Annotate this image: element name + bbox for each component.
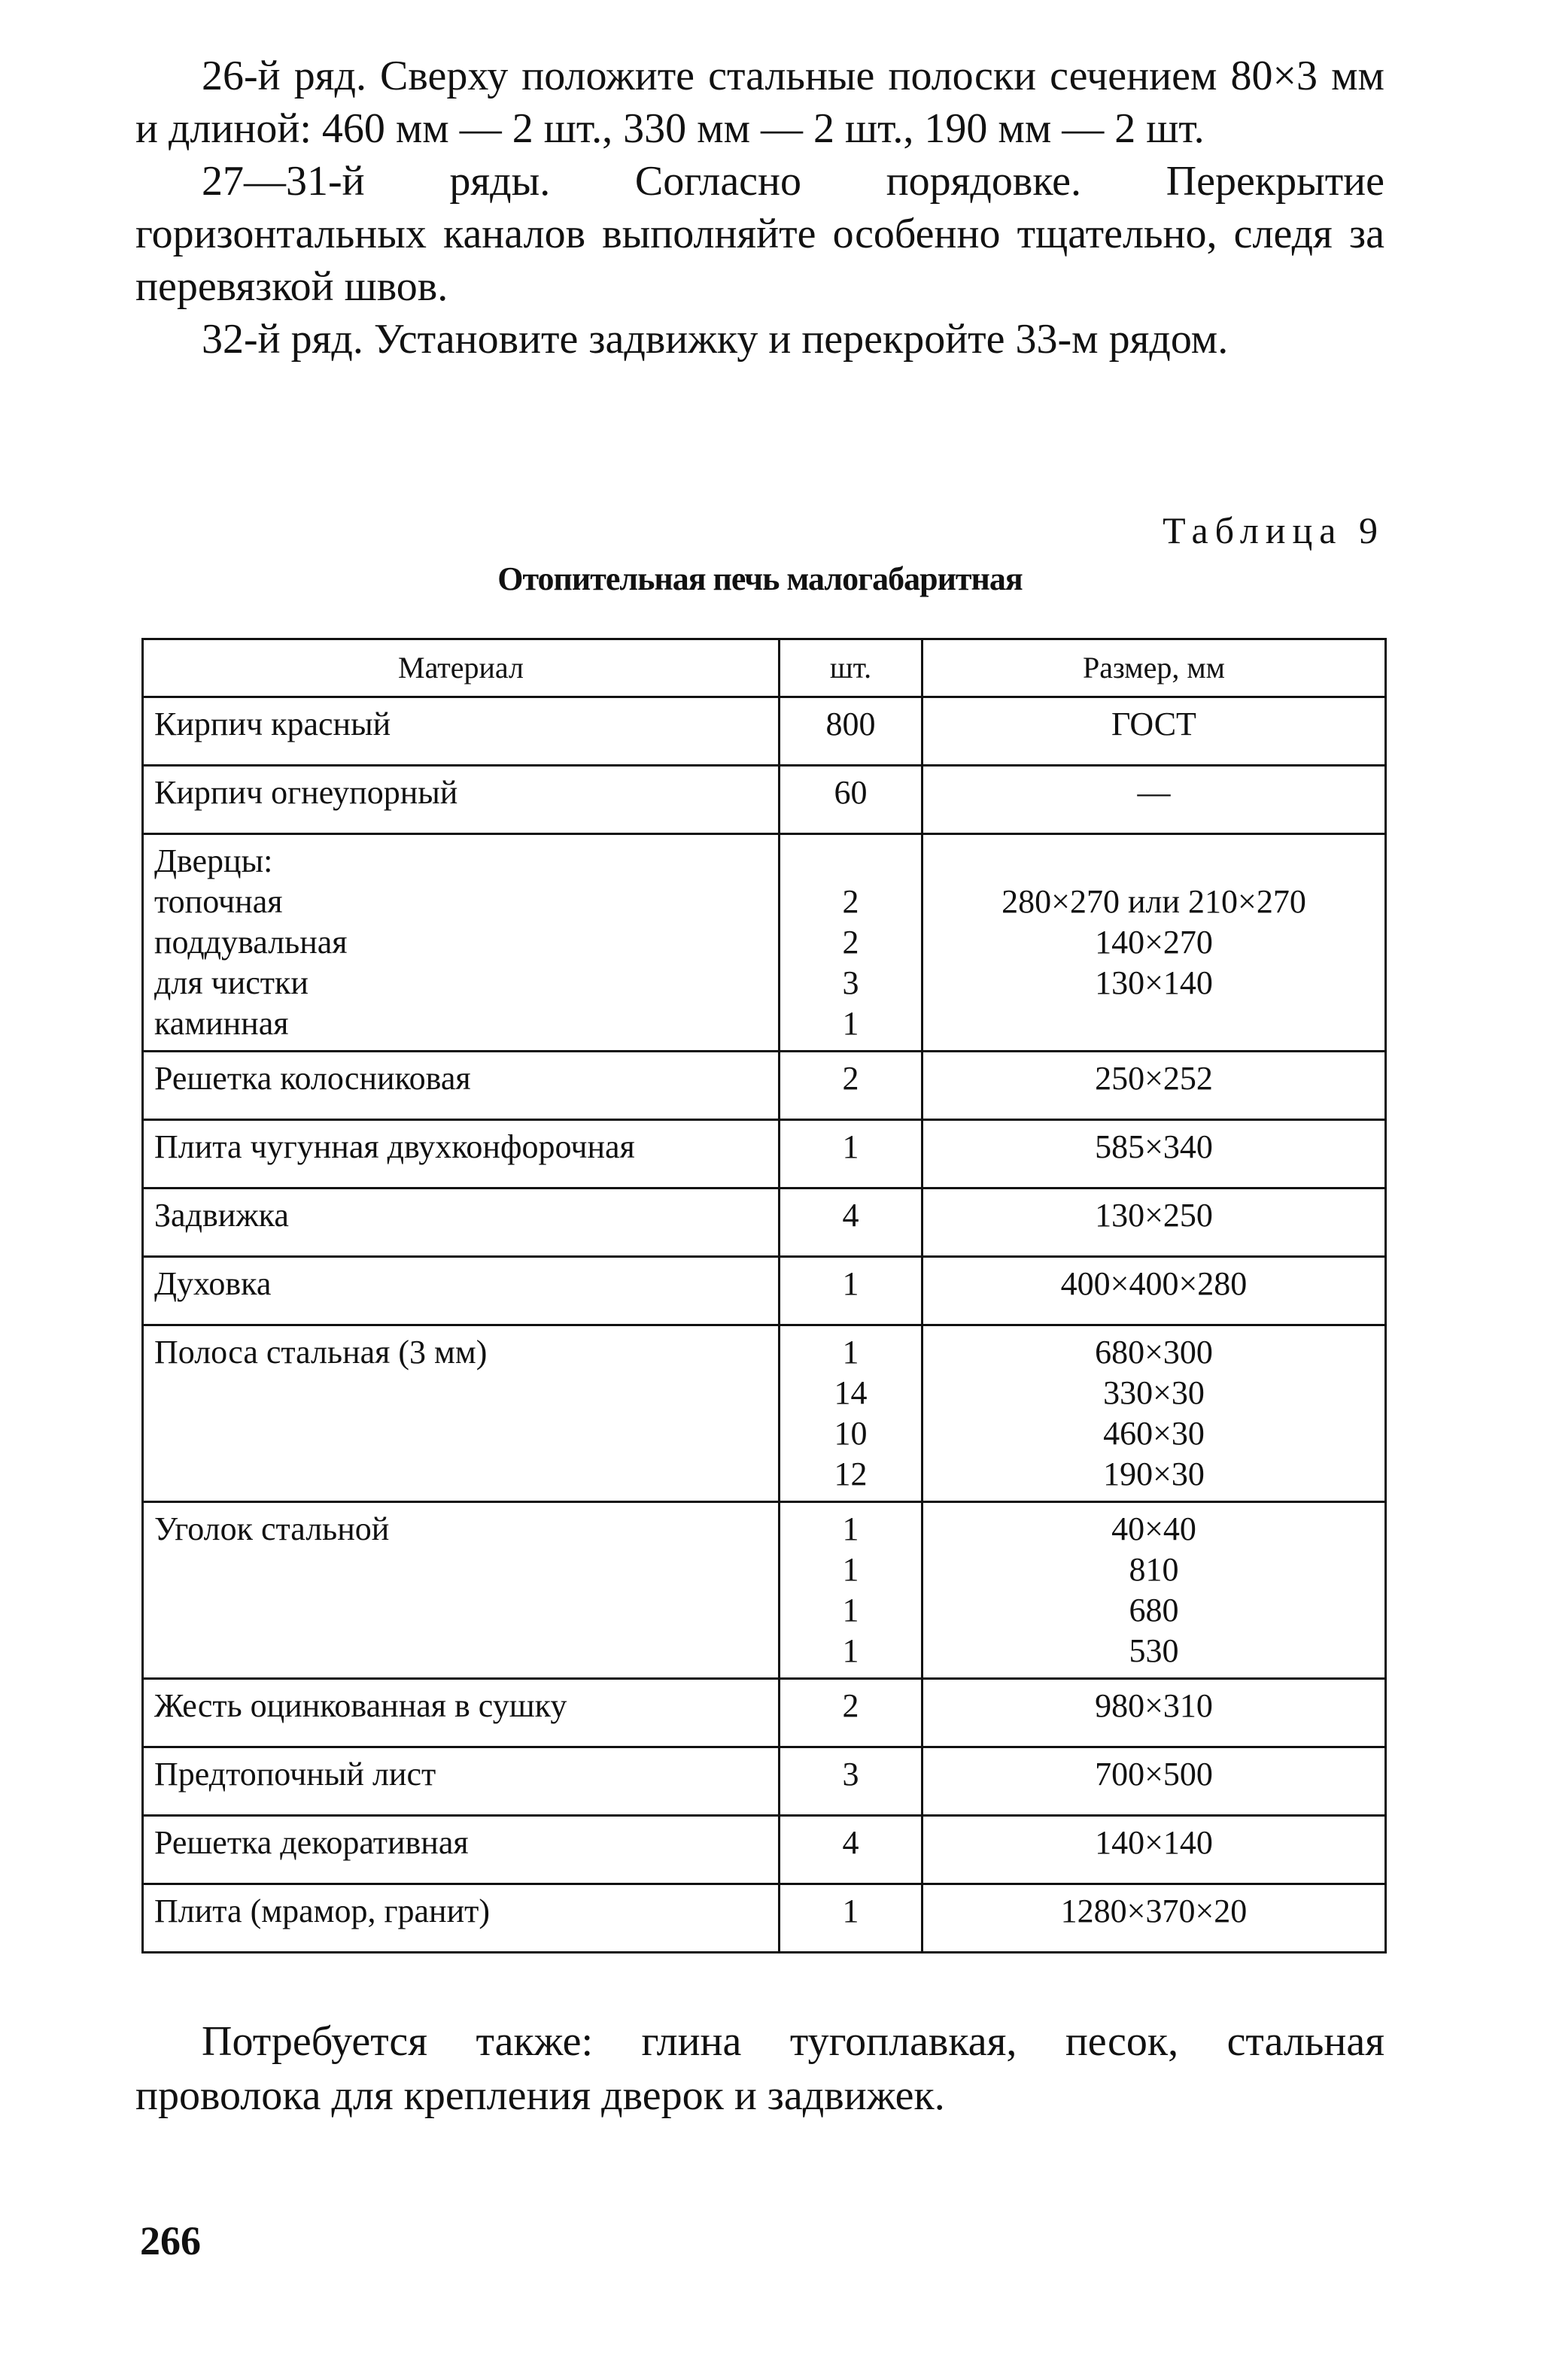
cell-size-line: 680×300: [1095, 1334, 1213, 1371]
cell-size: [922, 1188, 1386, 1257]
cell-qty-line: 14: [834, 1374, 868, 1411]
cell-size-line: 980×310: [1095, 1687, 1213, 1724]
cell-size-line: 250×252: [1095, 1060, 1213, 1097]
additional-materials-note: Потребуется также: глина тугоплавкая, песок, стальная проволока для крепления дверок и задвижек.: [135, 2018, 1384, 2119]
table-row: [143, 1052, 1386, 1120]
table-body: [143, 697, 1386, 1953]
cell-size-line: 585×340: [1095, 1128, 1213, 1165]
cell-qty: [780, 1120, 922, 1188]
cell-qty-line: 1: [842, 1510, 859, 1547]
cell-size-line: 700×500: [1095, 1756, 1213, 1793]
cell-qty-line: 1: [842, 1005, 859, 1042]
cell-material: [143, 1188, 780, 1257]
cell-qty: [780, 1188, 922, 1257]
cell-size-line: 40×40: [1111, 1510, 1196, 1547]
cell-qty-line: 2: [842, 1687, 859, 1724]
cell-qty: [780, 1679, 922, 1747]
intro-text: [135, 50, 1384, 366]
table-row: [143, 1120, 1386, 1188]
header-material: Материал: [143, 639, 780, 697]
cell-material-line: Уголок стальной: [154, 1510, 390, 1547]
cell-qty-line: 3: [842, 964, 859, 1001]
cell-qty: [780, 1884, 922, 1953]
cell-size: [922, 766, 1386, 834]
cell-qty-line: 12: [834, 1456, 868, 1492]
cell-qty-line: 1: [842, 1632, 859, 1669]
table-row: [143, 1884, 1386, 1953]
cell-material: [143, 1884, 780, 1953]
cell-qty: [780, 834, 922, 1052]
cell-size: [922, 1747, 1386, 1816]
table-title: Отопительная печь малогабаритная: [497, 560, 1023, 597]
cell-size-line: 140×140: [1095, 1824, 1213, 1861]
cell-qty: [780, 1816, 922, 1884]
cell-size-line: 400×400×280: [1060, 1265, 1248, 1302]
cell-material-line: Плита (мрамор, гранит): [154, 1893, 490, 1929]
cell-size: [922, 1052, 1386, 1120]
cell-size-line: 280×270 или 210×270: [1001, 883, 1306, 920]
cell-material: [143, 766, 780, 834]
cell-material-line: поддувальная: [154, 924, 348, 961]
cell-size-line: 140×270: [1095, 924, 1213, 961]
header-size: Размер, мм: [922, 639, 1386, 697]
cell-material-line: Решетка декоративная: [154, 1824, 469, 1861]
paragraph-row-32: 32-й ряд. Установите задвижку и перекройте 33-м рядом.: [202, 316, 1229, 363]
cell-material-line: Дверцы:: [154, 842, 273, 879]
cell-qty-line: 1: [842, 1334, 859, 1371]
outro-text: [135, 2014, 1384, 2123]
cell-size: [922, 1325, 1386, 1502]
cell-size: [922, 1120, 1386, 1188]
cell-qty-line: 1: [842, 1551, 859, 1588]
cell-qty: [780, 1052, 922, 1120]
cell-size-line: 330×30: [1103, 1374, 1205, 1411]
cell-size-line: 1280×370×20: [1060, 1893, 1248, 1929]
cell-qty-line: 1: [842, 1265, 859, 1302]
cell-qty-line: 3: [842, 1756, 859, 1793]
page-number: 266: [140, 2218, 201, 2263]
cell-size-line: [934, 1003, 1374, 1044]
cell-qty-line: 4: [842, 1197, 859, 1234]
table-row: [143, 1502, 1386, 1679]
cell-size-line: 810: [1129, 1551, 1179, 1588]
cell-material: [143, 834, 780, 1052]
cell-size: [922, 834, 1386, 1052]
cell-qty: [780, 1325, 922, 1502]
cell-material-line: для чистки: [154, 964, 309, 1001]
cell-qty-line: 800: [825, 706, 876, 742]
paragraph-row-26: 26-й ряд. Сверху положите стальные полоски сечением 80×3 мм и длиной: 460 мм — 2 шт., 330 мм — 2 шт., 190 мм — 2 шт.: [135, 53, 1384, 152]
cell-qty-line: 1: [842, 1893, 859, 1929]
cell-material-line: каминная: [154, 1005, 289, 1042]
table-row: [143, 697, 1386, 766]
cell-qty: [780, 1747, 922, 1816]
cell-size: [922, 1816, 1386, 1884]
table-header-row: [143, 639, 1386, 697]
cell-qty-line: 2: [842, 883, 859, 920]
cell-material-line: Кирпич огнеупорный: [154, 774, 458, 811]
cell-qty-line: 10: [834, 1415, 868, 1452]
cell-size-line: 130×140: [1095, 964, 1213, 1001]
cell-material: [143, 1747, 780, 1816]
cell-qty-line: 4: [842, 1824, 859, 1861]
cell-material-line: Плита чугунная двухконфорочная: [154, 1128, 635, 1165]
cell-material-line: Полоса стальная (3 мм): [154, 1334, 488, 1371]
cell-qty-line: 1: [842, 1592, 859, 1629]
cell-size-line: 130×250: [1095, 1197, 1213, 1234]
table-row: [143, 1679, 1386, 1747]
table-label: Таблица 9: [1163, 509, 1384, 551]
cell-material: [143, 1257, 780, 1325]
cell-material-line: Жесть оцинкованная в сушку: [154, 1687, 567, 1724]
cell-material: [143, 1052, 780, 1120]
paragraph-rows-27-31: 27—31-й ряды. Согласно порядовке. Перекрытие горизонтальных каналов выполняйте особенно тщательно, следя за перевязкой швов.: [135, 158, 1384, 310]
cell-size-line: —: [1137, 774, 1171, 811]
cell-material-line: Предтопочный лист: [154, 1756, 436, 1793]
cell-size-line: [934, 841, 1374, 882]
cell-material: [143, 1502, 780, 1679]
materials-table: [141, 638, 1387, 1953]
cell-qty-line: 60: [834, 774, 868, 811]
table-row: [143, 766, 1386, 834]
cell-size: [922, 1502, 1386, 1679]
cell-material-line: топочная: [154, 883, 283, 920]
cell-size-line: ГОСТ: [1111, 706, 1196, 742]
cell-material-line: Решетка колосниковая: [154, 1060, 471, 1097]
cell-size-line: 530: [1129, 1632, 1179, 1669]
table-row: [143, 834, 1386, 1052]
cell-size: [922, 1679, 1386, 1747]
cell-material: [143, 1120, 780, 1188]
cell-material: [143, 1325, 780, 1502]
cell-qty-line: 2: [842, 924, 859, 961]
cell-size: [922, 1884, 1386, 1953]
table-row: [143, 1325, 1386, 1502]
cell-qty: [780, 766, 922, 834]
cell-size: [922, 697, 1386, 766]
cell-size: [922, 1257, 1386, 1325]
cell-material: [143, 1816, 780, 1884]
cell-qty-line: 1: [842, 1128, 859, 1165]
table-row: [143, 1816, 1386, 1884]
cell-size-line: 190×30: [1103, 1456, 1205, 1492]
cell-material-line: Духовка: [154, 1265, 272, 1302]
header-qty: шт.: [780, 639, 922, 697]
cell-qty: [780, 697, 922, 766]
cell-size-line: 680: [1129, 1592, 1179, 1629]
table-row: [143, 1747, 1386, 1816]
cell-material: [143, 1679, 780, 1747]
cell-qty-line: 2: [842, 1060, 859, 1097]
cell-material-line: Кирпич красный: [154, 706, 391, 742]
cell-material-line: Задвижка: [154, 1197, 289, 1234]
cell-qty: [780, 1502, 922, 1679]
cell-size-line: 460×30: [1103, 1415, 1205, 1452]
cell-qty-line: [791, 841, 910, 882]
table-row: [143, 1188, 1386, 1257]
cell-qty: [780, 1257, 922, 1325]
table-row: [143, 1257, 1386, 1325]
cell-material: [143, 697, 780, 766]
